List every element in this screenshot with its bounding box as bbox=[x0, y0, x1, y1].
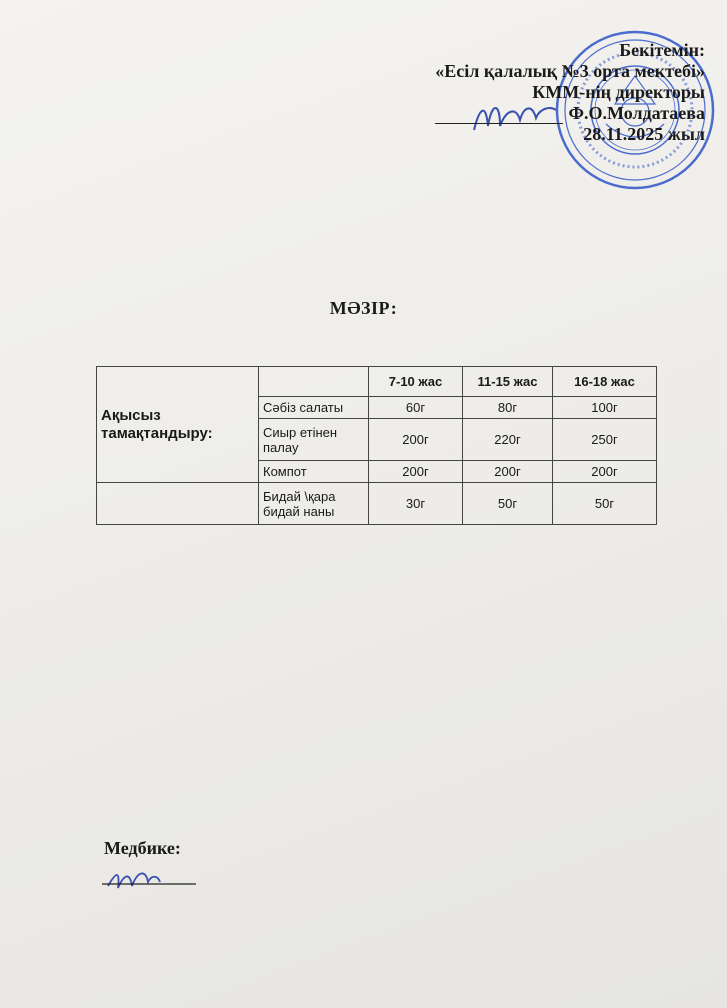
quantity-cell: 100г bbox=[553, 397, 657, 419]
school-name: «Есіл қалалық №3 орта мектебі» bbox=[435, 61, 705, 81]
dish-cell: Сәбіз салаты bbox=[259, 397, 369, 419]
quantity-cell: 60г bbox=[369, 397, 463, 419]
header-cell: 16-18 жас bbox=[553, 367, 657, 397]
quantity-cell: 200г bbox=[369, 419, 463, 461]
approval-heading: Бекітемін: bbox=[619, 40, 705, 60]
quantity-cell: 250г bbox=[553, 419, 657, 461]
quantity-cell: 80г bbox=[463, 397, 553, 419]
director-name: Ф.О.Молдатаева bbox=[568, 103, 705, 123]
header-cell: 7-10 жас bbox=[369, 367, 463, 397]
dish-cell: Компот bbox=[259, 461, 369, 483]
table-row bbox=[97, 367, 657, 397]
nurse-label: Медбике: bbox=[104, 838, 181, 858]
director-title: КММ-нің директоры bbox=[532, 82, 705, 102]
dish-cell: Сиыр етінен палау bbox=[259, 419, 369, 461]
header-cell: 11-15 жас bbox=[463, 367, 553, 397]
quantity-cell: 50г bbox=[463, 483, 553, 525]
quantity-cell: 220г bbox=[463, 419, 553, 461]
quantity-cell: 50г bbox=[553, 483, 657, 525]
table-row bbox=[97, 483, 657, 525]
approval-block bbox=[435, 40, 706, 145]
director-name-line bbox=[435, 103, 706, 124]
approval-date: 28.11.2025 жыл bbox=[583, 124, 705, 144]
quantity-cell: 200г bbox=[463, 461, 553, 483]
empty-category-cell bbox=[97, 483, 259, 525]
nurse-signature bbox=[102, 864, 198, 898]
signature-line bbox=[435, 109, 563, 124]
menu-table bbox=[96, 366, 657, 525]
category-cell: Ақысыз тамақтандыру: bbox=[97, 367, 259, 483]
quantity-cell: 200г bbox=[553, 461, 657, 483]
quantity-cell: 30г bbox=[369, 483, 463, 525]
header-empty-cell bbox=[259, 367, 369, 397]
page-title: МӘЗІР: bbox=[329, 298, 398, 318]
dish-cell: Бидай \қара бидай наны bbox=[259, 483, 369, 525]
quantity-cell: 200г bbox=[369, 461, 463, 483]
